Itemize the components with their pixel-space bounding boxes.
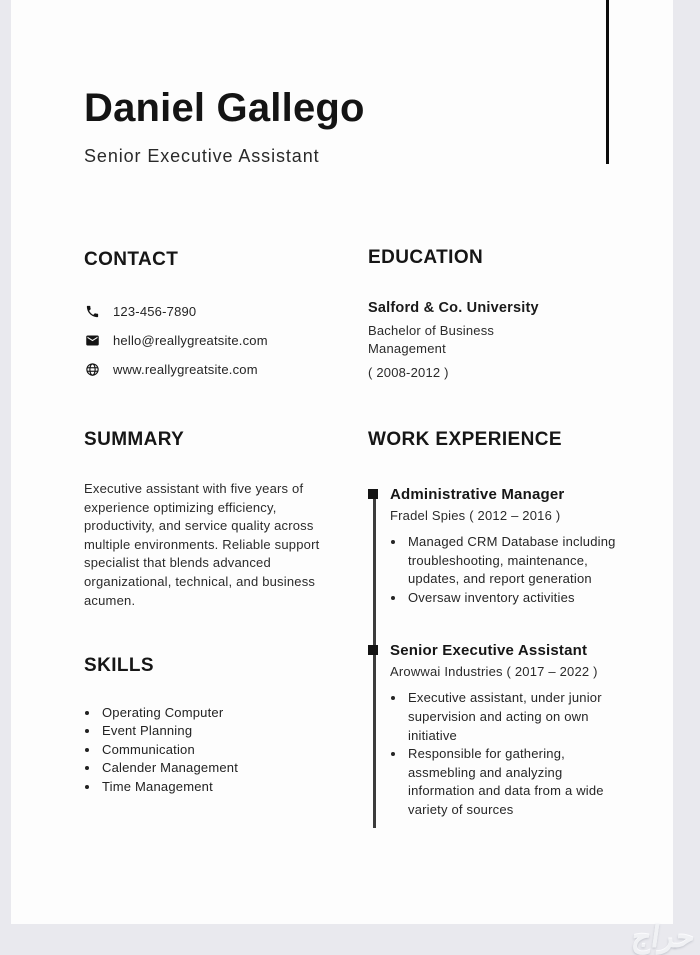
work-experience-heading: WORK EXPERIENCE — [368, 429, 562, 450]
summary-text: Executive assistant with five years of experience optimizing efficiency, productivity, and service quality across multiple environments. Reliable support specialist that blends advanced organizational, technical, and business acumen. — [84, 481, 320, 608]
job-title: Senior Executive Assistant — [390, 642, 588, 660]
skill-item: • Calender Management — [100, 759, 346, 777]
job-entry — [390, 641, 668, 819]
job-bullet: • Managed CRM Database including troubleshooting, maintenance, updates, and report generation — [406, 533, 626, 589]
skill-item: • Communication — [100, 741, 346, 759]
skills-section — [84, 654, 346, 796]
timeline-square-marker — [368, 489, 378, 499]
skill-item: • Time Management — [100, 778, 346, 796]
contact-website-text: www.reallygreatsite.com — [113, 361, 258, 377]
resume-page — [11, 0, 673, 924]
work-experience-section — [368, 428, 668, 820]
contact-list — [84, 303, 346, 377]
job-bullet: • Executive assistant, under junior supervision and acting on own initiative — [406, 689, 626, 745]
envelope-icon — [84, 332, 100, 348]
contact-email-row — [84, 332, 346, 348]
contact-phone-text: 123-456-7890 — [113, 303, 197, 319]
work-timeline — [368, 485, 668, 820]
contact-heading: CONTACT — [84, 249, 179, 270]
job-title: Administrative Manager — [390, 486, 565, 503]
skills-heading: SKILLS — [84, 655, 154, 676]
globe-icon — [84, 361, 100, 377]
education-school: Salford & Co. University — [368, 300, 539, 316]
job-bullet-list — [390, 533, 668, 607]
job-company: Fradel Spies ( 2012 – 2016 ) — [390, 508, 561, 523]
summary-section — [84, 428, 346, 610]
contact-website-row — [84, 361, 346, 377]
education-section — [368, 246, 658, 380]
summary-heading: SUMMARY — [84, 429, 185, 450]
contact-section — [84, 248, 346, 377]
job-bullet: • Responsible for gathering, assmebling and analyzing information and data from a wide variety of sources — [406, 745, 626, 819]
skill-item: • Operating Computer — [100, 704, 346, 722]
job-entry — [390, 485, 668, 607]
job-bullet: • Oversaw inventory activities — [406, 589, 626, 608]
education-years: ( 2008-2012 ) — [368, 365, 449, 380]
education-heading: EDUCATION — [368, 247, 484, 268]
timeline-square-marker — [368, 645, 378, 655]
job-bullet-list — [390, 689, 668, 819]
timeline-rule — [373, 490, 376, 828]
job-company: Arowwai Industries ( 2017 – 2022 ) — [390, 664, 598, 680]
haraj-watermark: حراج — [629, 921, 698, 954]
phone-icon — [84, 303, 100, 319]
contact-phone-row — [84, 303, 346, 319]
skill-item: • Event Planning — [100, 722, 346, 740]
person-job-title: Senior Executive Assistant — [84, 146, 320, 166]
contact-email-text: hello@reallygreatsite.com — [113, 332, 268, 348]
person-name: Daniel Gallego — [84, 86, 365, 130]
accent-rule — [606, 0, 609, 164]
resume-header — [84, 88, 365, 167]
skills-list — [84, 704, 346, 796]
education-degree: Bachelor of Business Management — [368, 323, 495, 356]
